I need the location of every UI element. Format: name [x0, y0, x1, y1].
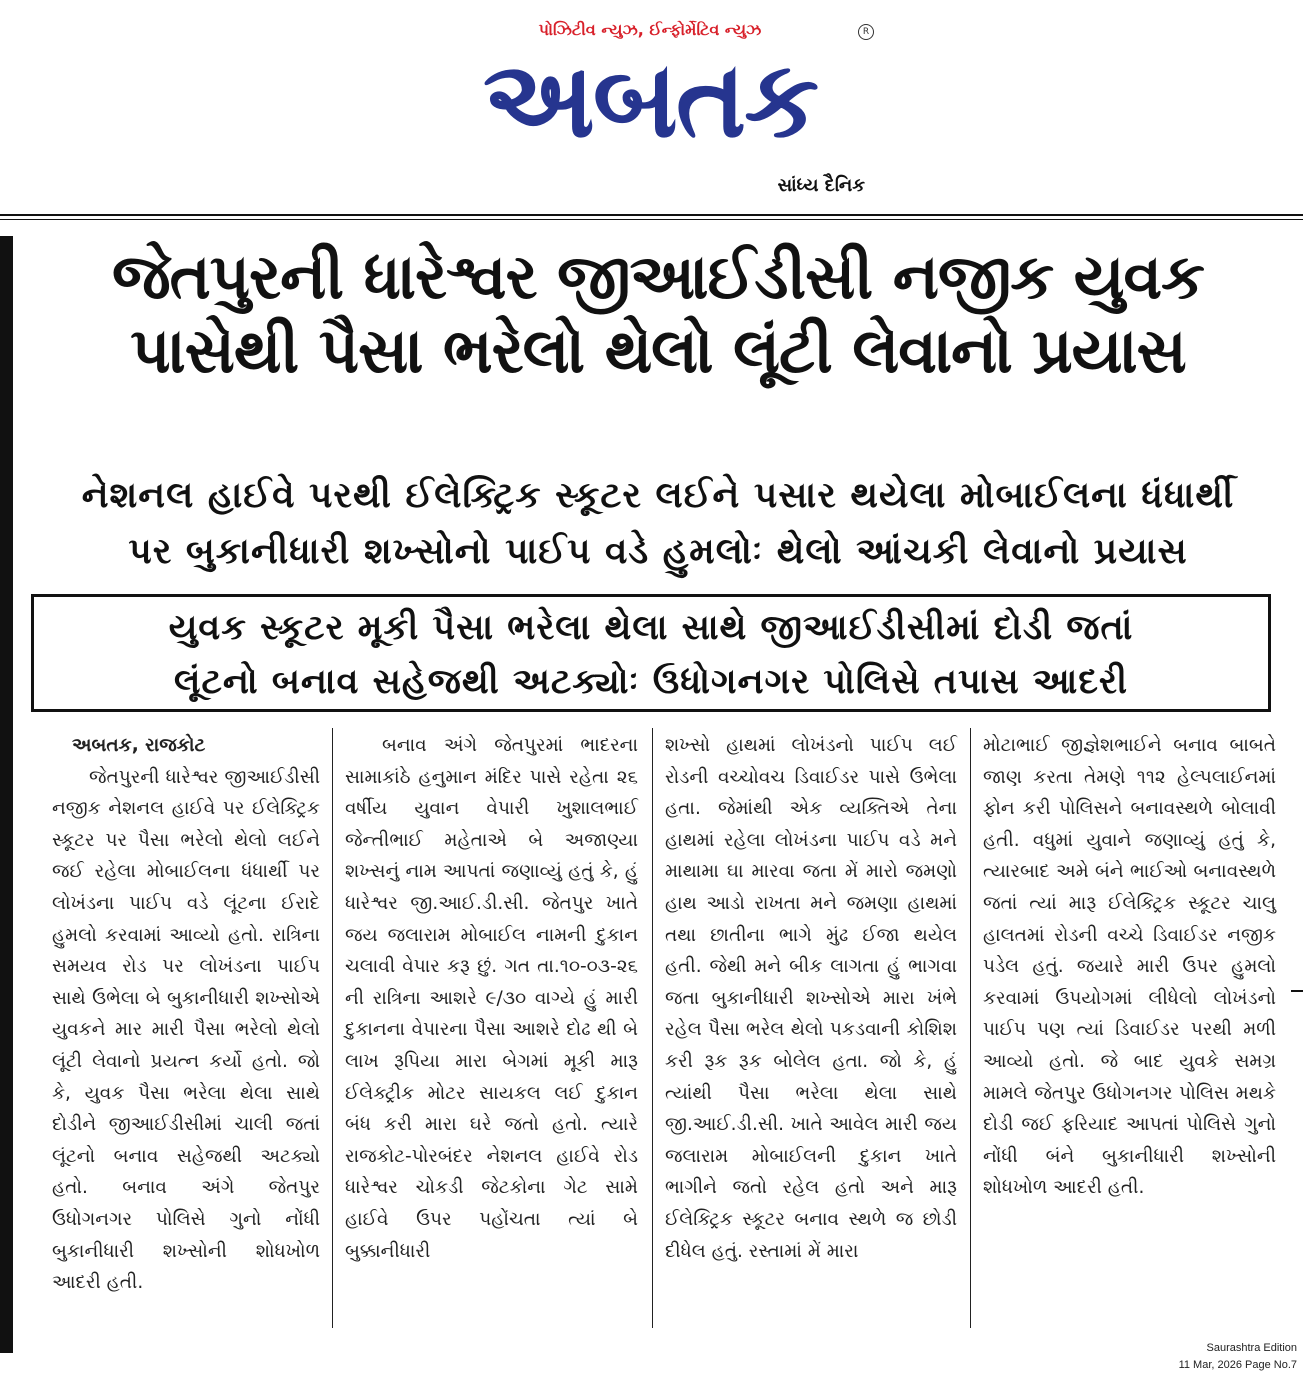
column-divider [652, 728, 653, 1328]
column-divider [332, 728, 333, 1328]
edition-date-page: 11 Mar, 2026 Page No.7 [1178, 1359, 1297, 1371]
masthead-subtitle: સાંધ્ય દૈનિક [777, 175, 865, 196]
boxed-deck [31, 594, 1271, 712]
registered-mark-icon: R [858, 24, 874, 40]
headline-line: જેતપુરની ધારેશ્વર જીઆઈડીસી નજીક યુવક [112, 240, 1204, 313]
column-text: શખ્સો હાથમાં લોખંડનો પાઈપ લઈ રોડની વચ્ચોવચ ડિવાઈડર પાસે ઉભેલા હતા. જેમાંથી એક વ્યક્તિએ તેના હાથમાં રહેલા લોખંડના પાઈપ વડે મને માથામા ઘા મારવા જતા મેં મારો જમણો હાથ આડો રાખતા મને જમણા હાથમાં તથા છાતીના ભાગે મુંઢ ઈજા થયેલ હતી. જેથી મને બીક લાગતા હું ભાગવા જતા બુકાનીધારી શખ્સોએ મારા ખંભે રહેલ પૈસા ભરેલ થેલો પકડવાની કોશિશ કરી રૂક રૂક બોલેલ હતા. જો કે, હું ત્યાંથી પૈસા ભરેલા થેલા સાથે જી.આઈ.ડી.સી. ખાતે આવેલ મારી જય જલારામ મોબાઈલની દુકાન ખાતે ભાગીને જતો રહેલ હતો અને મારૂ ઈલેક્ટ્રિક સ્કૂટર બનાવ સ્થળે જ છોડી દીધેલ હતું. રસ્તામાં મેં મારા [665, 735, 957, 1262]
edge-mark [1291, 990, 1303, 992]
boxed-deck-line: યુવક સ્કૂટર મૂકી પૈસા ભરેલા થેલા સાથે જીઆઈડીસીમાં દોડી જતાં [168, 608, 1134, 648]
article-column-4 [983, 730, 1276, 1325]
top-rule [0, 214, 1303, 216]
column-text: બનાવ અંગે જેતપુરમાં ભાદરના સામાકાંઠે હનુમાન મંદિર પાસે રહેતા ૨૬ વર્ષીય યુવાન વેપારી ખુશાલભાઈ જેન્તીભાઈ મહેતાએ બે અજાણ્યા શખ્સનું નામ આપતાં જણાવ્યું હતું કે, હું ધારેશ્વર જી.આઈ.ડી.સી. જેતપુર ખાતે જય જલારામ મોબાઈલ નામની દુકાન ચલાવી વેપાર કરૂ છું. ગત તા.૧૦-૦૩-૨૬ ની રાત્રિના આશરે ૯/૩૦ વાગ્યે હું મારી દુકાનના વેપારના પૈસા આશરે દોઢ થી બે લાખ રૂપિયા મારા બેગમાં મૂકી મારૂ ઈલેક્ટ્રીક મોટર સાયકલ લઈ દુકાન બંધ કરી મારા ઘરે જતો હતો. ત્યારે રાજકોટ-પોરબંદર નેશનલ હાઈવે રોડ ધારેશ્વર ચોકડી જેટકોના ગેટ સામે હાઈવે ઉપર પહોંચતા ત્યાં બે બુક્કાનીધારી [345, 735, 638, 1262]
left-side-bar [0, 236, 13, 1353]
headline-line: પાસેથી પૈસા ભરેલો થેલો લૂંટી લેવાનો પ્રયાસ [130, 314, 1186, 387]
article-column-1 [52, 730, 320, 1325]
subheadline-line: પર બુકાનીધારી શખ્સોનો પાઈપ વડે હુમલોઃ થેલો આંચકી લેવાનો પ્રયાસ [128, 531, 1188, 572]
column-divider [970, 728, 971, 1328]
top-rule-thin [0, 219, 1303, 220]
masthead-tagline: પોઝિટીવ ન્યુઝ, ઈન્ફોર્મેટિવ ન્યુઝ [538, 20, 762, 39]
column-text: મોટાભાઈ જીજ્ઞેશભાઈને બનાવ બાબતે જાણ કરતા તેમણે ૧૧૨ હેલ્પલાઈનમાં ફોન કરી પોલિસને બનાવસ્થળે બોલાવી હતી. વધુમાં યુવાને જણાવ્યું હતું કે, ત્યારબાદ અમે બંને ભાઈઓ બનાવસ્થળે જતાં ત્યાં મારૂ ઈલેક્ટ્રિક સ્કૂટર ચાલુ હાલતમાં રોડની વચ્ચે ડિવાઈડર નજીક પડેલ હતું. જયારે મારી ઉપર હુમલો કરવામાં ઉપયોગમાં લીધેલો લોખંડનો પાઈપ પણ ત્યાં ડિવાઈડર પરથી મળી આવ્યો હતો. જે બાદ યુવકે સમગ્ર મામલે જેતપુર ઉધોગનગર પોલિસ મથકે દોડી જઈ ફરિયાદ આપતાં પોલિસે ગુનો નોંધી બંને બુકાનીધારી શખ્સોની શોધખોળ આદરી હતી. [983, 735, 1276, 1199]
masthead [0, 0, 1303, 215]
article-column-3 [665, 730, 957, 1325]
article-column-2 [345, 730, 638, 1325]
edition-info [1179, 1340, 1297, 1374]
subheadline-line: નેશનલ હાઈવે પરથી ઈલેક્ટ્રિક સ્કૂટર લઈને પસાર થયેલા મોબાઈલના ધંધાર્થી [81, 475, 1235, 516]
edition-name: Saurashtra Edition [1206, 1342, 1297, 1354]
subheadline [28, 468, 1288, 580]
headline [28, 240, 1288, 388]
dateline: અબતક, રાજકોટ [72, 735, 206, 756]
newspaper-logo: અબતક [482, 38, 818, 161]
boxed-deck-line: લૂંટનો બનાવ સહેજથી અટક્યોઃ ઉધોગનગર પોલિસે તપાસ આદરી [173, 662, 1129, 702]
column-text: જેતપુરની ધારેશ્વર જીઆઈડીસી નજીક નેશનલ હાઈવે પર ઈલેક્ટ્રિક સ્કૂટર પર પૈસા ભરેલો થેલો લઈને જઈ રહેલા મોબાઈલના ધંધાર્થી પર લોખંડના પાઈપ વડે લૂંટના ઈરાદે હુમલો કરવામાં આવ્યો હતો. રાત્રિના સમયવ રોડ પર લોખંડના પાઈપ સાથે ઉભેલા બે બુકાનીધારી શખ્સોએ યુવકને માર મારી પૈસા ભરેલો થેલો લૂંટી લેવાનો પ્રયત્ન કર્યો હતો. જો કે, યુવક પૈસા ભરેલા થેલા સાથે દોડીને જીઆઈડીસીમાં ચાલી જતાં લૂંટનો બનાવ સહેજથી અટક્યો હતો. બનાવ અંગે જેતપુર ઉધોગનગર પોલિસે ગુનો નોંધી બુકાનીધારી શખ્સોની શોધખોળ આદરી હતી. [52, 766, 320, 1294]
